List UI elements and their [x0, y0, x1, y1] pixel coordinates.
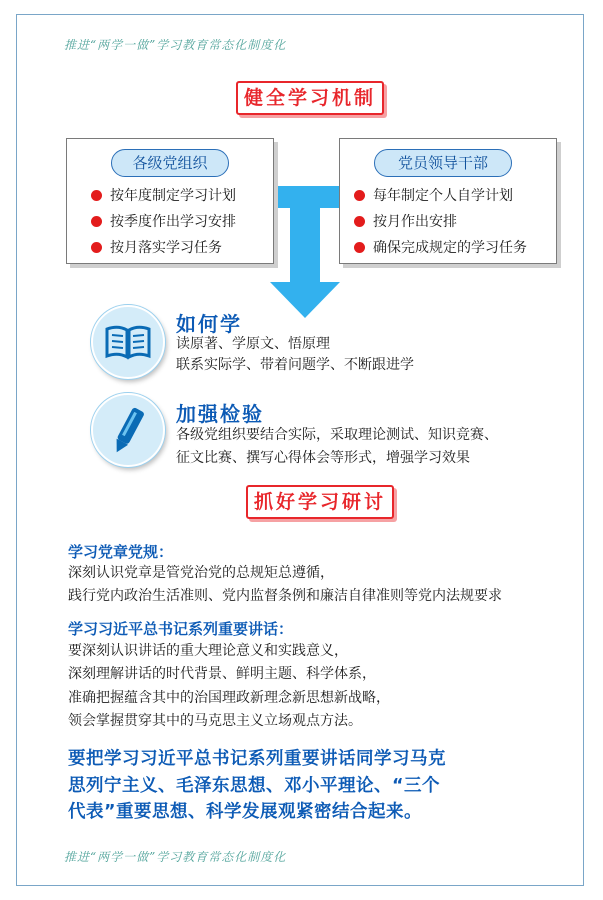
- banner-establish-mechanism: 健全学习机制: [236, 81, 384, 115]
- how-line: 读原著、学原文、悟原理: [176, 336, 330, 352]
- list-item: 按月落实学习任务: [91, 235, 236, 261]
- speeches-line: 深刻理解讲话的时代背景、鲜明主题、科学体系，: [68, 666, 376, 682]
- list-item: 每年制定个人自学计划: [354, 183, 527, 209]
- how-line: 联系实际学、带着问题学、不断跟进学: [176, 357, 414, 373]
- bullet-icon: [91, 216, 102, 227]
- panel-title: 各级党组织: [111, 149, 229, 177]
- pen-icon: [91, 393, 165, 467]
- check-line: 各级党组织要结合实际，采取理论测试、知识竞赛、: [176, 427, 498, 443]
- bullet-icon: [354, 242, 365, 253]
- panel-title: 党员领导干部: [374, 149, 512, 177]
- list-item: 按月作出安排: [354, 209, 527, 235]
- speeches-heading: 学习习近平总书记系列重要讲话：: [68, 620, 294, 638]
- conclusion-line: 思列宁主义、毛泽东思想、邓小平理论、“三个: [68, 776, 440, 796]
- check-line: 征文比赛、撰写心得体会等形式，增强学习效果: [176, 450, 470, 466]
- bullet-icon: [91, 190, 102, 201]
- strengthen-check-title: 加强检验: [176, 402, 264, 426]
- panel-leading-cadres: [339, 138, 557, 264]
- bullet-icon: [354, 216, 365, 227]
- bullet-icon: [354, 190, 365, 201]
- panel-party-organizations: [66, 138, 274, 264]
- list-item: 确保完成规定的学习任务: [354, 235, 527, 261]
- header-runner: 推进“两学一做”学习教育常态化制度化: [64, 38, 287, 52]
- banner-study-discussion: 抓好学习研讨: [246, 485, 394, 519]
- footer-runner: 推进“两学一做”学习教育常态化制度化: [64, 850, 287, 864]
- party-rules-heading: 学习党章党规：: [68, 543, 174, 561]
- left-item-list: [91, 183, 236, 261]
- conclusion-line: 要把学习习近平总书记系列重要讲话同学习马克: [68, 749, 446, 769]
- party-rules-line: 践行党内政治生活准则、党内监督条例和廉洁自律准则等党内法规要求: [68, 588, 502, 604]
- speeches-line: 要深刻认识讲话的重大理论意义和实践意义，: [68, 643, 348, 659]
- party-rules-line: 深刻认识党章是管党治党的总规矩总遵循，: [68, 565, 334, 581]
- speeches-line: 准确把握蕴含其中的治国理政新理念新思想新战略，: [68, 690, 390, 706]
- how-to-learn-title: 如何学: [176, 312, 242, 336]
- list-item: 按年度制定学习计划: [91, 183, 236, 209]
- right-item-list: [354, 183, 527, 261]
- speeches-line: 领会掌握贯穿其中的马克思主义立场观点方法。: [68, 713, 362, 729]
- conclusion-line: 代表”重要思想、科学发展观紧密结合起来。: [68, 802, 423, 822]
- book-icon: [91, 305, 165, 379]
- bullet-icon: [91, 242, 102, 253]
- list-item: 按季度作出学习安排: [91, 209, 236, 235]
